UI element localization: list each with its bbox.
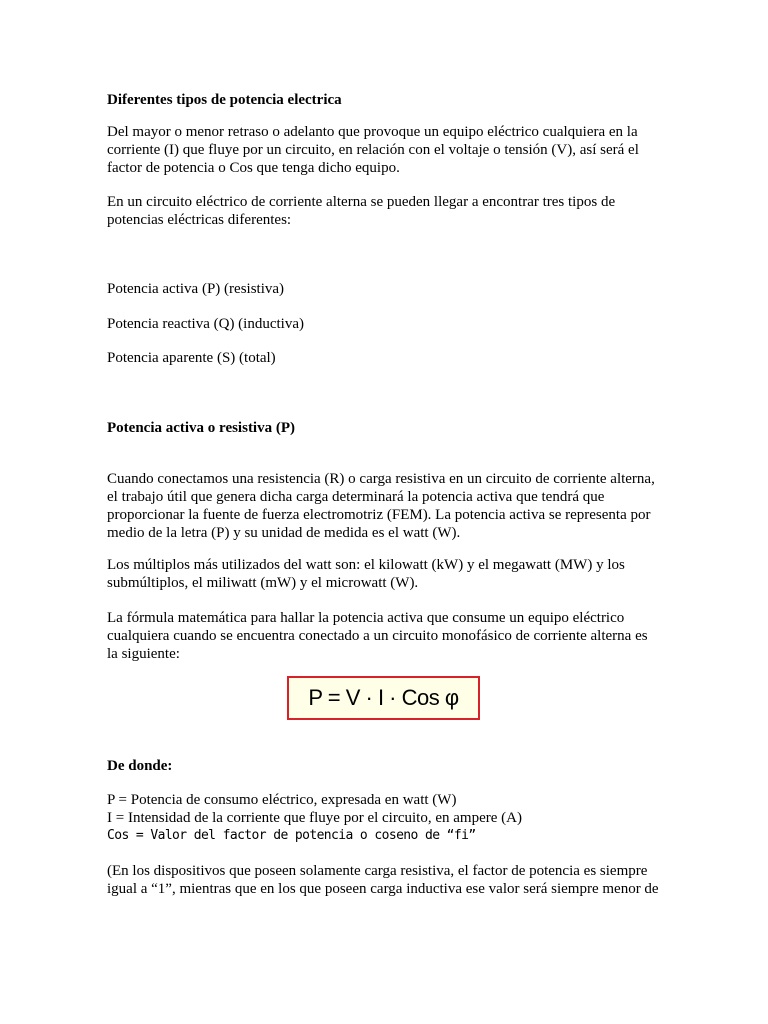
section-title: Potencia activa o resistiva (P) bbox=[107, 420, 296, 436]
text-line: Del mayor o menor retraso o adelanto que provoque un equipo eléctrico cualquiera en la bbox=[107, 124, 638, 140]
text-line: La fórmula matemática para hallar la potencia activa que consume un equipo eléctrico bbox=[107, 610, 625, 626]
definitions-list bbox=[107, 791, 667, 845]
paragraph-3 bbox=[107, 609, 667, 663]
text-line: igual a “1”, mientras que en los que poseen carga inductiva ese valor será siempre menor de bbox=[107, 881, 659, 897]
closing-paragraph bbox=[107, 862, 667, 898]
text-line: la siguiente: bbox=[107, 646, 180, 662]
definition-cos: Cos = Valor del factor de potencia o coseno de “fi” bbox=[107, 828, 476, 843]
de-donde-heading: De donde: bbox=[107, 758, 173, 774]
text-line: cualquiera cuando se encuentra conectado a un circuito monofásico de corriente alterna es bbox=[107, 628, 648, 644]
definition-i: I = Intensidad de la corriente que fluye por el circuito, en ampere (A) bbox=[107, 810, 522, 826]
paragraph-2 bbox=[107, 556, 667, 592]
type-apparent: Potencia aparente (S) (total) bbox=[107, 350, 276, 366]
document-title: Diferentes tipos de potencia electrica bbox=[107, 92, 342, 108]
text-line: Los múltiplos más utilizados del watt son: el kilowatt (kW) y el megawatt (MW) y los bbox=[107, 557, 625, 573]
text-line: submúltiplos, el miliwatt (mW) y el microwatt (W). bbox=[107, 575, 419, 591]
definition-p: P = Potencia de consumo eléctrico, expresada en watt (W) bbox=[107, 792, 457, 808]
text-line: proporcionar la fuente de fuerza electromotriz (FEM). La potencia activa se representa por bbox=[107, 507, 651, 523]
formula: P = V · I · Cos φ bbox=[308, 685, 459, 710]
text-line: el trabajo útil que genera dicha carga determinará la potencia activa que tendrá que bbox=[107, 489, 605, 505]
paragraph-1 bbox=[107, 470, 667, 542]
type-active: Potencia activa (P) (resistiva) bbox=[107, 281, 285, 297]
text-line: potencias eléctricas diferentes: bbox=[107, 212, 292, 228]
text-line: Cuando conectamos una resistencia (R) o carga resistiva en un circuito de corriente alterna, bbox=[107, 471, 655, 487]
text-line: medio de la letra (P) y su unidad de medida es el watt (W). bbox=[107, 525, 461, 541]
intro2-paragraph bbox=[107, 193, 667, 229]
text-line: (En los dispositivos que poseen solamente carga resistiva, el factor de potencia es siempre bbox=[107, 863, 648, 879]
intro-paragraph bbox=[107, 123, 667, 177]
text-line: En un circuito eléctrico de corriente alterna se pueden llegar a encontrar tres tipos de bbox=[107, 194, 616, 210]
type-reactive: Potencia reactiva (Q) (inductiva) bbox=[107, 316, 304, 332]
formula-box bbox=[287, 676, 480, 720]
text-line: corriente (I) que fluye por un circuito, en relación con el voltaje o tensión (V), así será el bbox=[107, 142, 639, 158]
text-line: factor de potencia o Cos que tenga dicho equipo. bbox=[107, 160, 400, 176]
